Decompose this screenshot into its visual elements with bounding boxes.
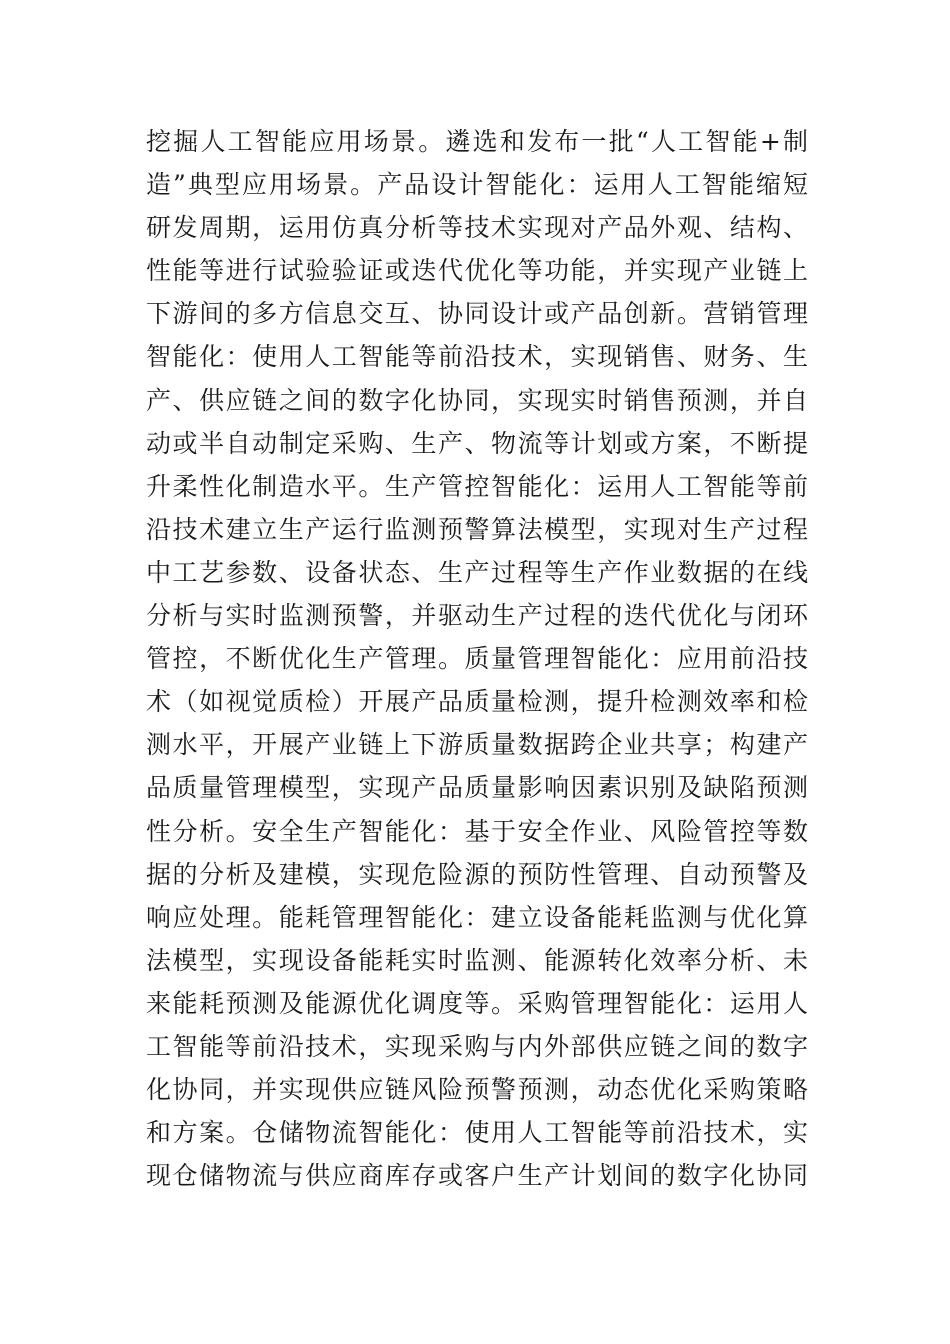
text-line-9: 升柔性化制造水平。生产管控智能化：运用人工智能等前 — [146, 471, 808, 501]
text-line-19: 响应处理。能耗管理智能化：建立设备能耗监测与优化算 — [146, 902, 808, 932]
text-line-21: 来能耗预测及能源优化调度等。采购管理智能化：运用人 — [146, 988, 808, 1018]
text-line-23: 化协同，并实现供应链风险预警预测，动态优化采购策略 — [146, 1075, 808, 1105]
text-line-5: 下游间的多方信息交互、协同设计或产品创新。营销管理 — [146, 299, 808, 329]
text-line-1: 挖掘人工智能应用场景。遴选和发布一批“人工智能+制 — [146, 127, 808, 156]
text-line-25: 现仓储物流与供应商库存或客户生产计划间的数字化协同 — [146, 1161, 808, 1191]
text-line-22: 工智能等前沿技术，实现采购与内外部供应链之间的数字 — [146, 1031, 808, 1061]
text-line-14: 术（如视觉质检）开展产品质量检测，提升检测效率和检 — [146, 687, 808, 717]
text-line-3: 研发周期，运用仿真分析等技术实现对产品外观、结构、 — [146, 213, 808, 243]
text-line-13: 管控，不断优化生产管理。质量管理智能化：应用前沿技 — [146, 644, 808, 674]
body-text — [146, 120, 808, 1197]
text-line-16: 品质量管理模型，实现产品质量影响因素识别及缺陷预测 — [146, 773, 808, 803]
text-line-17: 性分析。安全生产智能化：基于安全作业、风险管控等数 — [146, 816, 808, 846]
text-line-15: 测水平，开展产业链上下游质量数据跨企业共享；构建产 — [146, 730, 808, 760]
text-line-7: 产、供应链之间的数字化协同，实现实时销售预测，并自 — [146, 385, 808, 415]
text-line-12: 分析与实时监测预警，并驱动生产过程的迭代优化与闭环 — [146, 601, 808, 631]
text-line-2: 造”典型应用场景。产品设计智能化：运用人工智能缩短 — [146, 170, 808, 200]
text-line-24: 和方案。仓储物流智能化：使用人工智能等前沿技术，实 — [146, 1118, 808, 1148]
text-line-10: 沿技术建立生产运行监测预警算法模型，实现对生产过程 — [146, 514, 808, 544]
text-line-4: 性能等进行试验验证或迭代优化等功能，并实现产业链上 — [146, 256, 808, 286]
text-line-18: 据的分析及建模，实现危险源的预防性管理、自动预警及 — [146, 859, 808, 889]
text-line-6: 智能化：使用人工智能等前沿技术，实现销售、财务、生 — [146, 342, 808, 372]
text-line-20: 法模型，实现设备能耗实时监测、能源转化效率分析、未 — [146, 945, 808, 975]
text-line-8: 动或半自动制定采购、生产、物流等计划或方案，不断提 — [146, 428, 808, 458]
text-line-11: 中工艺参数、设备状态、生产过程等生产作业数据的在线 — [146, 557, 808, 587]
